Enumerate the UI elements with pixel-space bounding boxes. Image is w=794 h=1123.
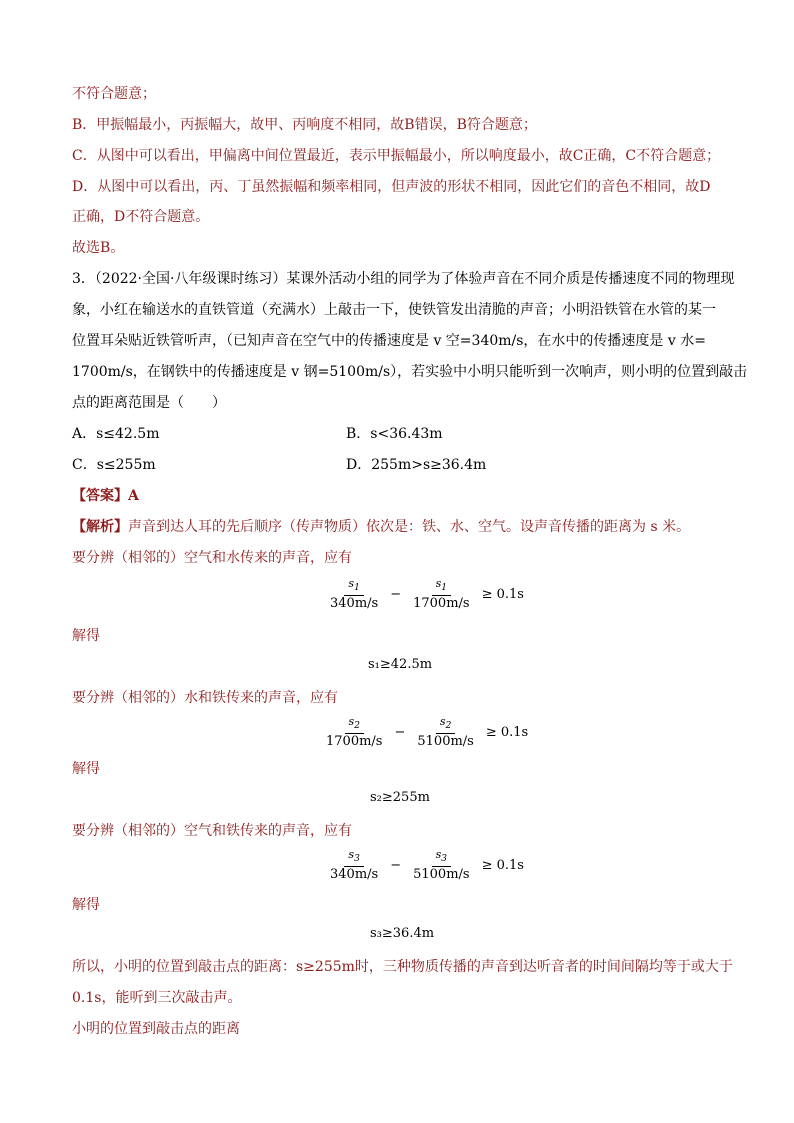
question-line: 象，小红在输送水的直铁管道（充满水）上敲击一下，使铁管发出清脆的声音；小明沿铁管在水管的某一	[72, 302, 716, 318]
question-line: 位置耳朵贴近铁管听声，（已知声音在空气中的传播速度是 v 空=340m/s，在水中的传播速度是 v 水=	[72, 333, 706, 349]
conclusion-line: 小明的位置到敲击点的距离	[72, 1021, 240, 1037]
formula-1: $\frac{s_1}{340m/s}$ − $\frac{s_1}{1700m/s}$ ≥ 0.1s	[330, 577, 524, 612]
analysis-step: 要分辨（相邻的）空气和铁传来的声音，应有	[72, 823, 352, 839]
solve-label: 解得	[72, 628, 100, 644]
option-c-explanation: C．从图中可以看出，甲偏离中间位置最近，表示甲振幅最小，所以响度最小，故C正确，C不符合题意；	[72, 148, 721, 164]
analysis-step: 要分辨（相邻的）水和铁传来的声音，应有	[72, 690, 338, 706]
option-d: D．255m>s≥36.4m	[346, 457, 487, 473]
formula-3: $\frac{s_3}{340m/s}$ − $\frac{s_3}{5100m/s}$ ≥ 0.1s	[330, 848, 524, 883]
analysis-text: 声音到达人耳的先后顺序（传声物质）依次是：铁、水、空气。设声音传播的距离为 s 米。	[128, 519, 691, 535]
result-1: s₁≥42.5m	[368, 657, 433, 672]
option-c: C．s≤255m	[72, 457, 156, 473]
option-a: A．s≤42.5m	[72, 426, 160, 442]
choose-statement: 故选B。	[72, 240, 125, 256]
formula-2: $\frac{s_2}{1700m/s}$ − $\frac{s_2}{5100m/s}$ ≥ 0.1s	[326, 715, 529, 750]
conclusion-line: 0.1s，能听到三次敲击声。	[72, 990, 242, 1006]
question-line: 点的距离范围是（ ）	[72, 395, 226, 411]
conclusion-line: 所以，小明的位置到敲击点的距离：s≥255m时，三种物质传播的声音到达听音者的时间间隔均等于或大于	[72, 959, 733, 975]
result-3: s₃≥36.4m	[370, 926, 435, 941]
option-b: B．s<36.43m	[346, 426, 443, 442]
analysis-step: 要分辨（相邻的）空气和水传来的声音，应有	[72, 550, 352, 566]
question-line: 3．（2022·全国·八年级课时练习）某课外活动小组的同学为了体验声音在不同介质是传播速度不同的物理现	[72, 271, 735, 287]
option-d-explanation: D．从图中可以看出，丙、丁虽然振幅和频率相同，但声波的形状不相同，因此它们的音色不相同，故D	[72, 179, 711, 195]
option-d-explanation-cont: 正确，D不符合题意。	[72, 209, 210, 225]
result-2: s₂≥255m	[370, 790, 430, 805]
solve-label: 解得	[72, 897, 100, 913]
question-line: 1700m/s，在钢铁中的传播速度是 v 钢=5100m/s），若实验中小明只能听到一次响声，则小明的位置到敲击	[72, 364, 748, 380]
solve-label: 解得	[72, 761, 100, 777]
analysis-tag: 【解析】	[72, 519, 128, 535]
analysis-line	[72, 517, 732, 537]
answer-label: 【答案】A	[72, 488, 139, 504]
text-line: 不符合题意；	[72, 86, 156, 102]
option-b-explanation: B．甲振幅最小，丙振幅大，故甲、丙响度不相同，故B错误，B符合题意；	[72, 117, 537, 133]
